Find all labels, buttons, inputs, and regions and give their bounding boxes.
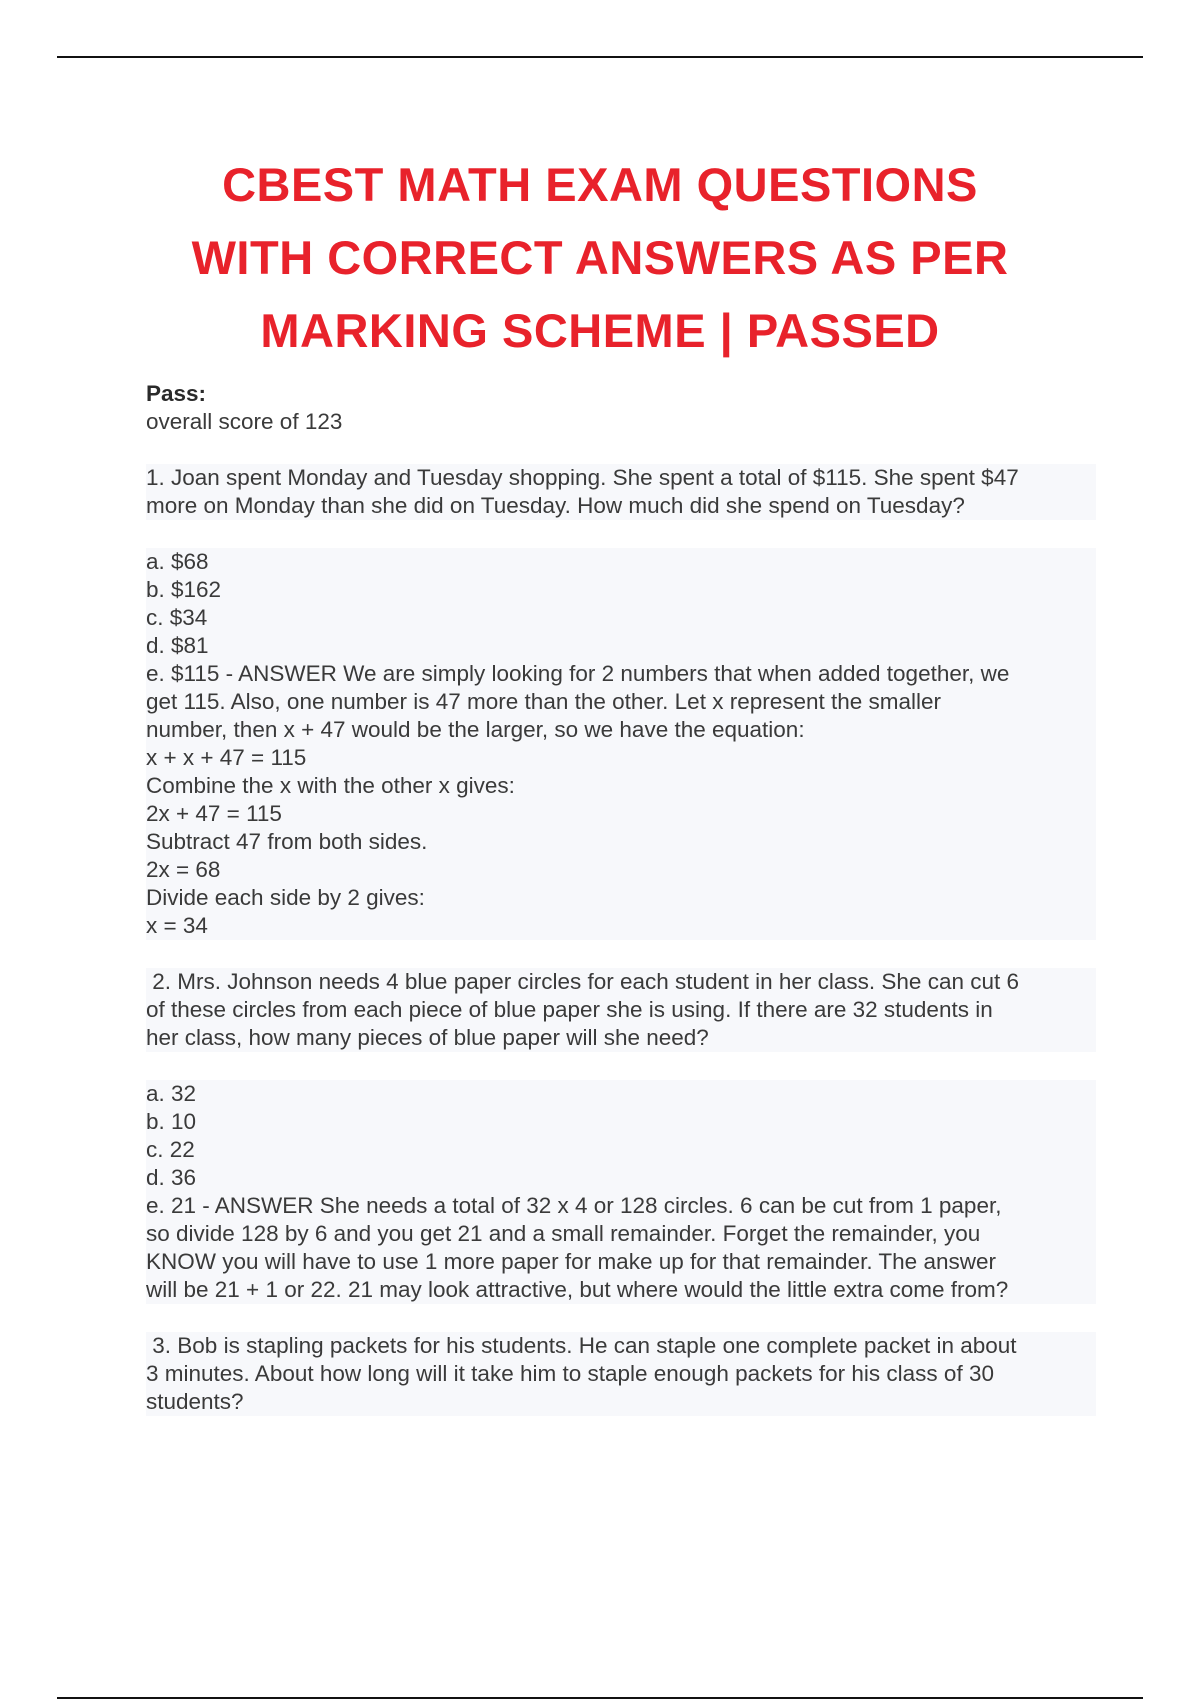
answer-line: Divide each side by 2 gives: xyxy=(146,885,425,910)
question-text: 2. Mrs. Johnson needs 4 blue paper circles for each student in her class. She can cut 6 xyxy=(146,969,1019,994)
option: c. 22 xyxy=(146,1137,195,1162)
question-text: her class, how many pieces of blue paper will she need? xyxy=(146,1025,709,1050)
answer-line: so divide 128 by 6 and you get 21 and a small remainder. Forget the remainder, you xyxy=(146,1221,981,1246)
option: b. $162 xyxy=(146,577,222,602)
option: a. 32 xyxy=(146,1081,197,1106)
answer-line: will be 21 + 1 or 22. 21 may look attractive, but where would the little extra come from? xyxy=(146,1277,1009,1302)
option: d. 36 xyxy=(146,1165,197,1190)
option: b. 10 xyxy=(146,1109,197,1134)
question-text: students? xyxy=(146,1389,244,1414)
answer-line: number, then x + 47 would be the larger, so we have the equation: xyxy=(146,717,805,742)
top-rule xyxy=(57,56,1143,58)
question-text: 3. Bob is stapling packets for his students. He can staple one complete packet in about xyxy=(146,1333,1017,1358)
title-line: WITH CORRECT ANSWERS AS PER xyxy=(191,231,1009,284)
document-title xyxy=(60,148,1140,367)
question-2-options xyxy=(146,1080,1096,1304)
answer-line: e. $115 - ANSWER We are simply looking for 2 numbers that when added together, we xyxy=(146,661,1010,686)
question-1-options xyxy=(146,548,1096,940)
question-text: 3 minutes. About how long will it take him to staple enough packets for his class of 30 xyxy=(146,1361,994,1386)
question-2 xyxy=(146,968,1096,1052)
title-line: MARKING SCHEME | PASSED xyxy=(260,304,940,357)
title-line: CBEST MATH EXAM QUESTIONS xyxy=(222,158,978,211)
question-3 xyxy=(146,1332,1096,1416)
option: d. $81 xyxy=(146,633,209,658)
option: a. $68 xyxy=(146,549,209,574)
answer-line: 2x = 68 xyxy=(146,857,221,882)
answer-line: Subtract 47 from both sides. xyxy=(146,829,428,854)
answer-line: x = 34 xyxy=(146,913,208,938)
option: c. $34 xyxy=(146,605,208,630)
answer-line: get 115. Also, one number is 47 more than the other. Let x represent the smaller xyxy=(146,689,942,714)
answer-line: 2x + 47 = 115 xyxy=(146,801,282,826)
question-1 xyxy=(146,464,1096,520)
question-text: 1. Joan spent Monday and Tuesday shopping. She spent a total of $115. She spent $47 xyxy=(146,465,1019,490)
question-text: of these circles from each piece of blue paper she is using. If there are 32 students in xyxy=(146,997,993,1022)
question-text: more on Monday than she did on Tuesday. How much did she spend on Tuesday? xyxy=(146,493,965,518)
answer-line: e. 21 - ANSWER She needs a total of 32 x 4 or 128 circles. 6 can be cut from 1 paper, xyxy=(146,1193,1002,1218)
document-body xyxy=(146,380,1096,1416)
answer-line: Combine the x with the other x gives: xyxy=(146,773,515,798)
bottom-rule xyxy=(57,1697,1143,1699)
answer-line: KNOW you will have to use 1 more paper for make up for that remainder. The answer xyxy=(146,1249,996,1274)
pass-label: Pass: xyxy=(146,381,207,406)
pass-score: overall score of 123 xyxy=(146,409,343,434)
answer-line: x + x + 47 = 115 xyxy=(146,745,307,770)
